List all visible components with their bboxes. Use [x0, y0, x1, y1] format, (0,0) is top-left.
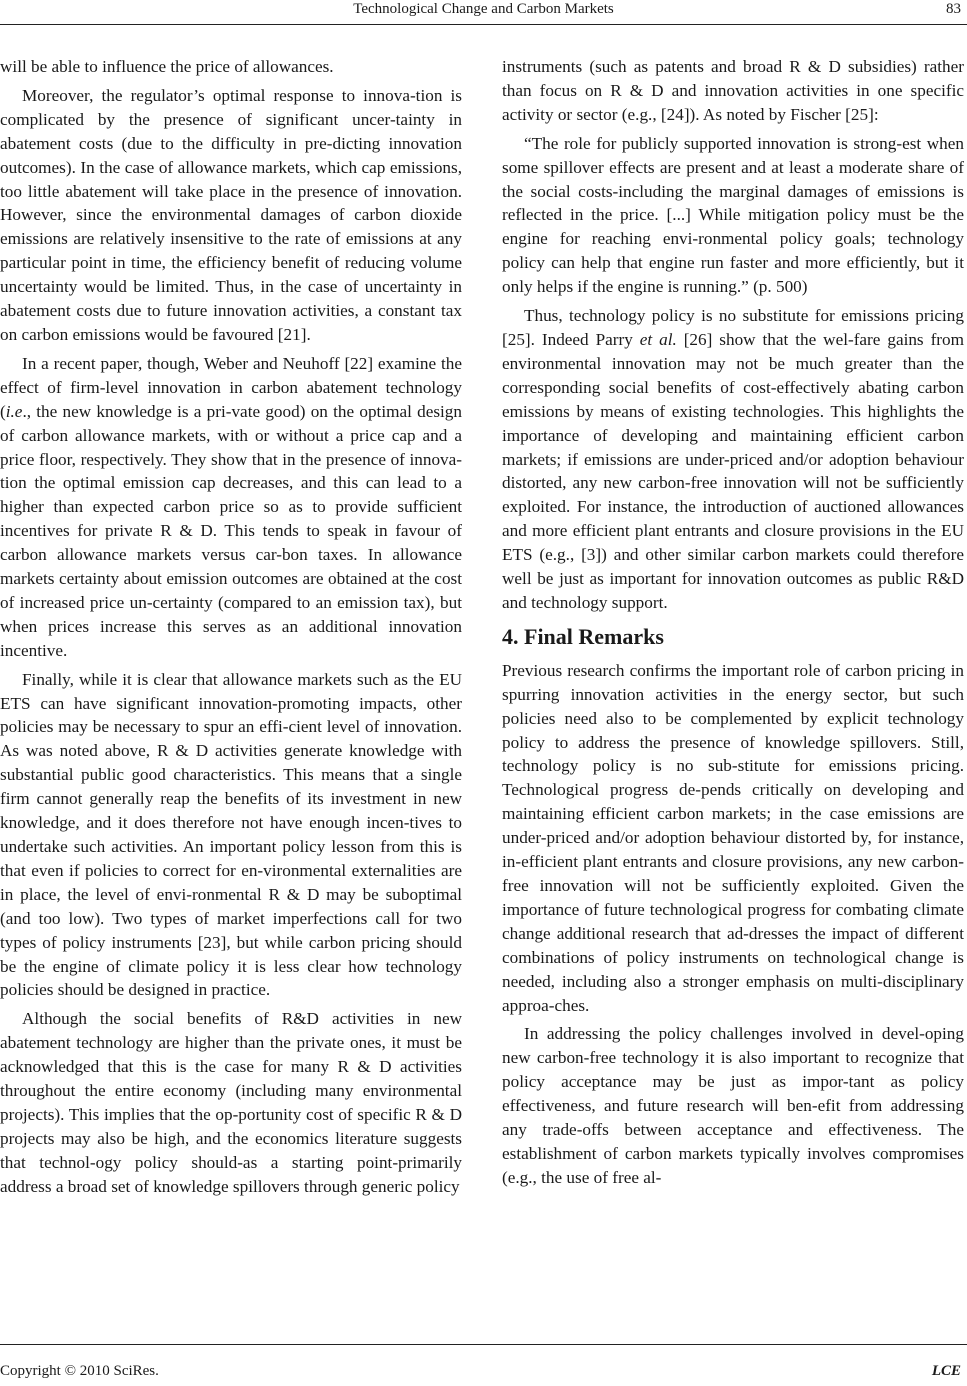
header-rule	[0, 24, 967, 25]
text-run: [26] show that the wel-fare gains from environmental innovation may not be much greater than the corresponding social benefits of cost-effectively abating carbon emissions by means of existing technologies. This highlights the importance of developing and maintaining efficient carbon markets; if emissions are under-priced and/or adoption behaviour distorted, any new carbon-free innovation will not be sufficiently exploited. For instance, the introduction of auctioned allowances and more efficient plant entrants and closure provisions in the EU ETS (e.g., [3]) and other similar carbon markets could therefore well be just as important for innovation outcomes as public R&D and technology support.	[502, 329, 964, 612]
text-run: Thus, technology policy is no substitute for emissions pricing [25]. Indeed Parry	[502, 306, 964, 349]
copyright-notice: Copyright © 2010 SciRes.	[0, 1363, 159, 1379]
page-number: 83	[946, 1, 961, 17]
text-run: ., the new knowledge is a pri-vate good) on the optimal design of carbon allowance markets, with or without a price cap and a price floor, respectively. They show that in the presence of innova-tion the optimal emission cap decreases, and this can lead to a higher than expected carbon price so as to provide sufficient incentives for private R & D. This tends to speak in favour of carbon allowance markets versus car-bon taxes. In allowance markets certainty about emission outcomes are obtained at the cost of increased price un-certainty (compared to an emission tax), but when prices increase this serves as an additional innovation incentive.	[0, 401, 462, 660]
paragraph: instruments (such as patents and broad R & D subsidies) rather than focus on R & D and innovation activities in one specific activity or sector (e.g., [24]). As noted by Fischer [25]:	[502, 57, 964, 124]
page-footer	[0, 1334, 967, 1386]
paragraph	[502, 304, 964, 615]
right-column	[502, 55, 964, 1195]
text-run: In a recent paper, though, Weber and Neuhoff [22] examine the effect of firm-level innovation in carbon abatement technology (	[0, 353, 462, 421]
italic-text: i.e	[5, 401, 23, 421]
paragraph	[0, 352, 462, 663]
paragraph: In addressing the policy challenges involved in devel-oping new carbon-free technology it is also important to recognize that policy acceptance may be just as impor-tant as policy effectiveness, and future research will ben-efit from addressing any trade-offs between acceptance and effectiveness. The establishment of carbon markets typically involves compromises (e.g., the use of free al-	[502, 1024, 964, 1187]
italic-text: et al.	[639, 329, 677, 349]
paragraph: Moreover, the regulator’s optimal response to innova-tion is complicated by the presence of significant uncer-tainty in abatement costs (due to the difficulty in pre-dicting innovation outcomes). In the case of allowance markets, which cap emissions, too little abatement will take place in the presence of innovation. However, since the environmental damages of carbon dioxide emissions are relatively insensitive to the rate of emissions at any particular point in time, the efficiency benefit of reducing volume uncertainty would be limited. Thus, in the case of uncertainty in abatement costs due to future innovation activities, a constant tax on carbon emissions would be favoured [21].	[0, 85, 462, 344]
page-header	[0, 0, 967, 30]
journal-abbreviation: LCE	[931, 1363, 961, 1379]
footer-rule	[0, 1344, 967, 1345]
paragraph: Previous research confirms the important role of carbon pricing in spurring innovation activities in the energy sector, but such policies need also to be complemented by explicit technology policy to address the presence of knowledge spillovers. Still, technology policy is no sub-stitute for emissions pricing. Technological progress de-pends critically on developing and maintaining efficient carbon markets; in the case emissions are under-priced and/or adoption behaviour distorted by, for instance, in-efficient plant entrants and closure provisions, any new carbon-free innovation will not be sufficiently exploited. Given the importance of future technological progress for combating climate change additional research that ad-dresses the impact of different combinations of policy instruments on technological change is needed, including also a stronger emphasis on multi-disciplinary approa-ches.	[502, 660, 964, 1015]
section-heading: 4. Final Remarks	[502, 623, 664, 649]
running-title: Technological Change and Carbon Markets	[353, 1, 614, 17]
paragraph: will be able to influence the price of allowances.	[0, 57, 334, 76]
block-quote: “The role for publicly supported innovation is strong-est when some spillover effects are present and at least a moderate share of the social costs-including the marginal damages of emissions is reflected in the price. [...] While mitigation policy must be the engine for reaching envi-ronmental policy goals; technology policy can help that engine run faster and more efficiently, but it only helps if the engine is running.” (p. 500)	[502, 133, 964, 297]
paragraph: Although the social benefits of R&D activities in new abatement technology are higher than the private ones, it must be acknowledged that this is the case for many R & D activities throughout the entire economy (including many environmental projects). This implies that the op-portunity cost of specific R & D projects may also be high, and the economics literature suggests that technol-ogy policy should-as a starting point-primarily address a broad set of knowledge spillovers through generic policy	[0, 1009, 462, 1196]
paragraph: Finally, while it is clear that allowance markets such as the EU ETS can have significant innovation-promoting impacts, other policies may be necessary to spur an effi-cient level of innovation. As was noted above, R & D activities generate knowledge with substantial public good characteristics. This means that a single firm cannot generally reap the benefits of its investment in new knowledge, and it does therefore not have enough incen-tives to undertake such activities. An important policy lesson from this is that even if policies to correct for en-vironmental externalities are in place, the level of envi-ronmental R & D may be suboptimal (and too low). Two types of market imperfections call for two types of policy instruments [23], but while carbon pricing should be the engine of climate policy it is less clear how technology policies should be designed in practice.	[0, 669, 462, 1000]
left-column	[0, 55, 462, 1204]
